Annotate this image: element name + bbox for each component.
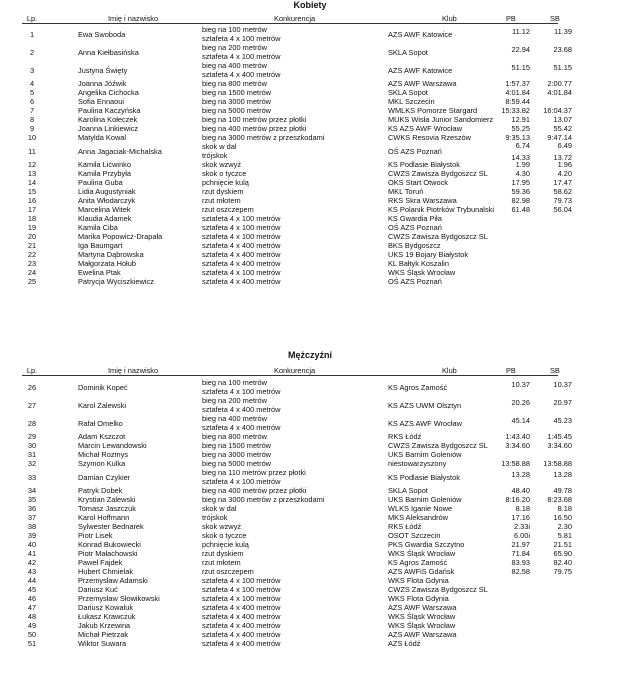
event-name: bieg na 5000 metrów xyxy=(202,459,272,468)
club-name: AZS AWF Warszawa xyxy=(388,603,457,612)
club-name: WKS Śląsk Wrocław xyxy=(388,268,456,277)
sb-value: 23.68 xyxy=(553,45,572,54)
header-event: Konkurencja xyxy=(274,14,316,23)
athlete-name: Wiktor Suwara xyxy=(78,639,127,648)
pb-value: 3:34.60 xyxy=(505,441,530,450)
pb-value: 55.25 xyxy=(511,124,530,133)
athlete-name: Kamila Ciba xyxy=(78,223,118,232)
pb-value: 22.94 xyxy=(511,45,530,54)
men-title: Mężczyźni xyxy=(287,350,332,360)
event-name: sztafeta 4 x 400 metrów xyxy=(202,423,281,432)
header-club: Klub xyxy=(442,14,457,23)
club-name: AZS AWF Katowice xyxy=(388,29,453,39)
pb-value: 48.40 xyxy=(511,486,530,495)
club-name: AZS AWF Warszawa xyxy=(388,79,457,88)
row-lp: 24 xyxy=(27,268,37,277)
athlete-name: Klaudia Adamek xyxy=(78,214,132,223)
event-name: skok o tyczce xyxy=(202,169,247,178)
pb-value: 11.12 xyxy=(512,27,530,36)
club-name: KS Podlasie Białystok xyxy=(388,160,460,169)
sb-value: 21.51 xyxy=(553,540,572,549)
club-name: KS AZS UWM Olsztyn xyxy=(388,400,462,410)
sb-value: 4.20 xyxy=(557,169,572,178)
row-lp: 11 xyxy=(28,146,36,156)
club-name: WKS Śląsk Wrocław xyxy=(388,621,456,630)
row-lp: 6 xyxy=(29,97,35,106)
row-lp: 1 xyxy=(29,29,35,39)
event-name: bieg na 100 metrów przez płotki xyxy=(202,115,307,124)
club-name: OŚ AZS Poznań xyxy=(388,146,442,156)
sb-value: 9:47.14 xyxy=(547,133,572,142)
athlete-name: Kamila Przybyła xyxy=(78,169,131,178)
row-lp: 20 xyxy=(27,232,37,241)
row-lp: 42 xyxy=(27,558,37,567)
club-name: AZS Łódź xyxy=(388,639,421,648)
sb-value: 13.72 xyxy=(553,153,572,162)
athlete-name: Justyna Święty xyxy=(78,65,128,75)
sb-value: 45.23 xyxy=(553,416,572,425)
club-name: UKS Barnim Goleniów xyxy=(388,495,462,504)
club-name: UKS Barnim Goleniów xyxy=(388,450,462,459)
row-lp: 43 xyxy=(27,567,37,576)
event-name: bieg na 5000 metrów xyxy=(202,106,272,115)
header-sb: SB xyxy=(550,366,560,375)
athlete-name: Jakub Krzewina xyxy=(78,621,131,630)
club-name: BKS Bydgoszcz xyxy=(388,241,441,250)
pb-value: 13.28 xyxy=(511,470,530,479)
women-header-line xyxy=(22,23,558,24)
sb-value: 16:04.37 xyxy=(543,106,572,115)
athlete-name: Piotr Lisek xyxy=(78,531,113,540)
athlete-name: Joanna Jóźwik xyxy=(78,79,127,88)
athlete-name: Konrad Bukowiecki xyxy=(78,540,141,549)
row-lp: 34 xyxy=(27,486,37,495)
sb-value: 3:34.60 xyxy=(547,441,572,450)
club-name: MUKS Wisła Junior Sandomierz xyxy=(388,115,494,124)
row-lp: 7 xyxy=(29,106,35,115)
event-name: bieg na 400 metrów przez płotki xyxy=(202,124,307,133)
row-lp: 21 xyxy=(27,241,37,250)
event-name: sztafeta 4 x 400 metrów xyxy=(202,639,281,648)
event-name: trójskok xyxy=(202,513,228,522)
event-name: skok wzwyż xyxy=(202,160,242,169)
event-name: bieg na 200 metrów xyxy=(202,396,267,405)
event-name: rzut oszczepem xyxy=(202,205,254,214)
event-name: skok wzwyż xyxy=(202,522,242,531)
row-lp: 12 xyxy=(27,160,37,169)
club-name: niestowarzyszony xyxy=(388,459,447,468)
athlete-name: Marcelina Witek xyxy=(78,205,131,214)
club-name: AZS AWF Warszawa xyxy=(388,630,457,639)
athlete-name: Hubert Chmielak xyxy=(78,567,134,576)
pb-value: 61.48 xyxy=(511,205,530,214)
sb-value: 8.18 xyxy=(557,504,572,513)
sb-value: 17.47 xyxy=(553,178,572,187)
athlete-name: Matylda Kowal xyxy=(78,133,127,142)
athlete-name: Adam Kszczot xyxy=(78,432,126,441)
club-name: KS AZS AWF Wrocław xyxy=(388,418,462,428)
event-name: bieg na 400 metrów xyxy=(202,61,267,70)
athlete-name: Przemysław Słowikowski xyxy=(78,594,160,603)
athlete-name: Patrycja Wyciszkiewicz xyxy=(78,277,154,286)
pb-value: 6.00i xyxy=(513,531,530,540)
pb-value: 4:01.84 xyxy=(505,88,530,97)
row-lp: 37 xyxy=(27,513,37,522)
event-name: bieg na 3000 metrów xyxy=(202,97,272,106)
event-name: pchnięcie kulą xyxy=(202,178,249,187)
event-name: sztafeta 4 x 400 metrów xyxy=(202,603,281,612)
event-name: sztafeta 4 x 100 metrów xyxy=(202,52,281,61)
event-name: sztafeta 4 x 100 metrów xyxy=(202,594,281,603)
event-name: bieg na 100 metrów xyxy=(202,25,267,34)
athlete-name: Krystian Zalewski xyxy=(78,495,136,504)
club-name: WKS Flota Gdynia xyxy=(388,594,449,603)
club-name: RKS Skra Warszawa xyxy=(388,196,457,205)
event-name: rzut młotem xyxy=(202,558,241,567)
pb-value: 13:58.88 xyxy=(501,459,530,468)
event-name: pchnięcie kulą xyxy=(202,540,249,549)
event-name: trójskok xyxy=(202,151,228,160)
header-name: Imię i nazwisko xyxy=(108,366,159,375)
club-name: WLKS Iganie Nowe xyxy=(388,504,453,513)
sb-value: 13.28 xyxy=(553,470,572,479)
athlete-name: Iga Baumgart xyxy=(78,241,123,250)
athlete-name: Piotr Małachowski xyxy=(78,549,138,558)
row-lp: 25 xyxy=(27,277,37,286)
club-name: WMLKS Pomorze Stargard xyxy=(388,106,478,115)
pb-value: 8.18 xyxy=(515,504,530,513)
event-name: sztafeta 4 x 400 metrów xyxy=(202,277,281,286)
sb-value: 13:58.88 xyxy=(543,459,572,468)
pb-value: 82.58 xyxy=(511,567,530,576)
row-lp: 47 xyxy=(27,603,37,612)
sb-value: 10.37 xyxy=(553,380,572,389)
club-name: SKLA Sopot xyxy=(388,47,428,57)
row-lp: 39 xyxy=(27,531,37,540)
sb-value: 79.75 xyxy=(553,567,572,576)
row-lp: 35 xyxy=(27,495,37,504)
club-name: KS Agros Zamość xyxy=(388,558,448,567)
event-name: rzut oszczepem xyxy=(202,567,254,576)
row-lp: 19 xyxy=(27,223,37,232)
row-lp: 30 xyxy=(27,441,37,450)
club-name: KL Bałtyk Koszalin xyxy=(388,259,449,268)
club-name: KS Podlasie Białystok xyxy=(388,472,460,482)
event-name: bieg na 200 metrów xyxy=(202,43,267,52)
sb-value: 49.78 xyxy=(553,486,572,495)
header-event: Konkurencja xyxy=(274,366,316,375)
sb-value: 2:00.77 xyxy=(547,79,572,88)
header-pb: PB xyxy=(506,14,516,23)
pb-value: 83.93 xyxy=(511,558,530,567)
athlete-name: Ewelina Ptak xyxy=(78,268,121,277)
athlete-name: Michał Rozmys xyxy=(78,450,129,459)
row-lp: 26 xyxy=(27,382,37,392)
athlete-name: Kamila Lićwinko xyxy=(78,160,131,169)
row-lp: 45 xyxy=(27,585,37,594)
row-lp: 9 xyxy=(29,124,35,133)
club-name: MKS Aleksandrów xyxy=(388,513,448,522)
pb-value: 14.33 xyxy=(511,153,530,162)
header-club: Klub xyxy=(442,366,457,375)
row-lp: 29 xyxy=(27,432,37,441)
row-lp: 38 xyxy=(27,522,37,531)
pb-value: 1:57.37 xyxy=(505,79,530,88)
sb-value: 82.40 xyxy=(553,558,572,567)
row-lp: 44 xyxy=(27,576,37,585)
club-name: CWZS Zawisza Bydgoszcz SL xyxy=(388,169,488,178)
pb-value: 20.26 xyxy=(511,398,530,407)
event-name: sztafeta 4 x 400 metrów xyxy=(202,621,281,630)
row-lp: 31 xyxy=(27,450,37,459)
row-lp: 2 xyxy=(29,47,35,57)
header-sb: SB xyxy=(550,14,560,23)
athlete-name: Anna Jagaciak-Michalska xyxy=(78,146,162,156)
event-name: bieg na 3000 metrów z przeszkodami xyxy=(202,133,325,142)
row-lp: 46 xyxy=(27,594,37,603)
pb-value: 4.30 xyxy=(515,169,530,178)
club-name: UKS 19 Bojary Białystok xyxy=(388,250,469,259)
club-name: KS Agros Zamość xyxy=(388,382,448,392)
row-lp: 15 xyxy=(27,187,37,196)
event-name: sztafeta 4 x 100 metrów xyxy=(202,232,281,241)
club-name: OKS Start Otwock xyxy=(388,178,448,187)
athlete-name: Karolina Kołeczek xyxy=(78,115,138,124)
event-name: bieg na 1500 metrów xyxy=(202,441,272,450)
event-name: skok o tyczce xyxy=(202,531,247,540)
event-name: skok w dal xyxy=(202,504,237,513)
event-name: sztafeta 4 x 100 metrów xyxy=(202,387,281,396)
row-lp: 36 xyxy=(27,504,37,513)
event-name: sztafeta 4 x 400 metrów xyxy=(202,630,281,639)
club-name: MKL Toruń xyxy=(388,187,424,196)
row-lp: 5 xyxy=(29,88,35,97)
event-name: bieg na 400 metrów xyxy=(202,414,267,423)
club-name: AZS AWF Katowice xyxy=(388,65,453,75)
row-lp: 10 xyxy=(27,133,37,142)
event-name: sztafeta 4 x 400 metrów xyxy=(202,612,281,621)
pb-value: 9:35.13 xyxy=(505,133,530,142)
event-name: bieg na 3000 metrów z przeszkodami xyxy=(202,495,325,504)
row-lp: 3 xyxy=(29,65,35,75)
club-name: KS AZS AWF Wrocław xyxy=(388,124,462,133)
club-name: PKS Gwardia Szczytno xyxy=(388,540,465,549)
sb-value: 20.97 xyxy=(553,398,572,407)
row-lp: 33 xyxy=(27,472,37,482)
club-name: OSOT Szczecin xyxy=(388,531,441,540)
athlete-name: Dariusz Kuć xyxy=(78,585,118,594)
athlete-name: Paulina Kaczyńska xyxy=(78,106,141,115)
row-lp: 14 xyxy=(27,178,37,187)
pb-value: 10.37 xyxy=(511,380,530,389)
pb-value: 8:59.44 xyxy=(505,97,530,106)
row-lp: 4 xyxy=(29,79,35,88)
event-name: sztafeta 4 x 400 metrów xyxy=(202,250,281,259)
women-title: Kobiety xyxy=(293,0,327,10)
club-name: RKS Łódź xyxy=(388,522,422,531)
event-name: rzut dyskiem xyxy=(202,187,244,196)
club-name: OŚ AZS Poznań xyxy=(388,277,442,286)
athlete-name: Marcin Lewandowski xyxy=(78,441,147,450)
athlete-name: Marika Popowicz-Drapała xyxy=(78,232,163,241)
club-name: OŚ AZS Poznań xyxy=(388,223,442,232)
athlete-name: Joanna Linkiewicz xyxy=(78,124,138,133)
pb-value: 1:43.40 xyxy=(505,432,530,441)
athlete-name: Sofia Ennaoui xyxy=(78,97,125,106)
row-lp: 40 xyxy=(27,540,37,549)
athlete-name: Paweł Fajdek xyxy=(78,558,123,567)
pb-value: 15:33.82 xyxy=(501,106,530,115)
sb-value: 1:45.45 xyxy=(547,432,572,441)
pb-value: 82.98 xyxy=(511,196,530,205)
club-name: WKS Śląsk Wrocław xyxy=(388,549,456,558)
pb-value: 51.15 xyxy=(511,63,530,72)
event-name: sztafeta 4 x 100 metrów xyxy=(202,268,281,277)
event-name: bieg na 800 metrów xyxy=(202,432,267,441)
row-lp: 49 xyxy=(27,621,37,630)
header-pb: PB xyxy=(506,366,516,375)
athlete-name: Małgorzata Hołub xyxy=(78,259,136,268)
club-name: CWZS Zawisza Bydgoszcz SL xyxy=(388,585,488,594)
event-name: sztafeta 4 x 400 metrów xyxy=(202,259,281,268)
club-name: KS Polanik Piotrków Trybunalski xyxy=(388,205,494,214)
event-name: rzut młotem xyxy=(202,196,241,205)
club-name: SKLA Sopot xyxy=(388,88,428,97)
pb-value: 6.74 xyxy=(515,141,530,150)
athlete-name: Dariusz Kowaluk xyxy=(78,603,134,612)
athlete-name: Michał Pietrzak xyxy=(78,630,129,639)
header-name: Imię i nazwisko xyxy=(108,14,159,23)
athlete-name: Sylwester Bednarek xyxy=(78,522,144,531)
pb-value: 17.95 xyxy=(511,178,530,187)
sb-value: 6.49 xyxy=(557,141,572,150)
sb-value: 1.96 xyxy=(557,160,572,169)
sb-value: 13.07 xyxy=(553,115,572,124)
event-name: skok w dal xyxy=(202,142,237,151)
sb-value: 8:23.68 xyxy=(547,495,572,504)
row-lp: 17 xyxy=(27,205,37,214)
athlete-name: Angelika Cichocka xyxy=(78,88,139,97)
event-name: sztafeta 4 x 100 metrów xyxy=(202,477,281,486)
sb-value: 55.42 xyxy=(553,124,572,133)
sb-value: 5.81 xyxy=(557,531,572,540)
header-lp: Lp. xyxy=(26,366,38,375)
club-name: CWZS Zawisza Bydgoszcz SL xyxy=(388,232,488,241)
athlete-name: Karol Zalewski xyxy=(78,400,127,410)
row-lp: 28 xyxy=(27,418,37,428)
header-lp: Lp. xyxy=(26,14,38,23)
event-name: bieg na 1500 metrów xyxy=(202,88,272,97)
row-lp: 23 xyxy=(27,259,37,268)
athlete-name: Anita Włodarczyk xyxy=(78,196,136,205)
event-name: sztafeta 4 x 400 metrów xyxy=(202,70,281,79)
sb-value: 51.15 xyxy=(553,63,572,72)
pb-value: 17.16 xyxy=(511,513,530,522)
sb-value: 65.90 xyxy=(553,549,572,558)
event-name: bieg na 400 metrów przez płotki xyxy=(202,486,307,495)
sb-value: 4:01.84 xyxy=(547,88,572,97)
row-lp: 27 xyxy=(27,400,37,410)
row-lp: 48 xyxy=(27,612,37,621)
event-name: sztafeta 4 x 100 metrów xyxy=(202,214,281,223)
sb-value: 2.30 xyxy=(557,522,572,531)
event-name: sztafeta 4 x 100 metrów xyxy=(202,576,281,585)
row-lp: 50 xyxy=(27,630,37,639)
athlete-name: Karol Hoffmann xyxy=(78,513,130,522)
row-lp: 22 xyxy=(27,250,37,259)
row-lp: 18 xyxy=(27,214,37,223)
row-lp: 32 xyxy=(27,459,37,468)
row-lp: 13 xyxy=(27,169,37,178)
athlete-name: Szymon Kulka xyxy=(78,459,126,468)
event-name: bieg na 100 metrów xyxy=(202,378,267,387)
event-name: sztafeta 4 x 100 metrów xyxy=(202,585,281,594)
club-name: WKS Śląsk Wrocław xyxy=(388,612,456,621)
athlete-name: Martyna Dąbrowska xyxy=(78,250,144,259)
sb-value: 58.62 xyxy=(553,187,572,196)
row-lp: 51 xyxy=(27,639,37,648)
event-name: sztafeta 4 x 400 metrów xyxy=(202,405,281,414)
athlete-name: Damian Czykier xyxy=(78,472,131,482)
sb-value: 79.73 xyxy=(553,196,572,205)
row-lp: 16 xyxy=(27,196,37,205)
sb-value: 16.50 xyxy=(553,513,572,522)
pb-value: 45.14 xyxy=(511,416,530,425)
event-name: sztafeta 4 x 400 metrów xyxy=(202,241,281,250)
event-name: rzut dyskiem xyxy=(202,549,244,558)
club-name: WKS Flota Gdynia xyxy=(388,576,449,585)
athlete-name: Anna Kiełbasińska xyxy=(78,47,139,57)
club-name: KS Gwardia Piła xyxy=(388,214,442,223)
event-name: sztafeta 4 x 100 metrów xyxy=(202,223,281,232)
club-name: CWZS Zawisza Bydgoszcz SL xyxy=(388,441,488,450)
athlete-name: Przemysław Adamski xyxy=(78,576,148,585)
athlete-name: Rafał Omelko xyxy=(78,418,123,428)
pb-value: 1.99 xyxy=(515,160,530,169)
pb-value: 71.84 xyxy=(511,549,530,558)
athlete-name: Ewa Swoboda xyxy=(78,29,126,39)
club-name: SKLA Sopot xyxy=(388,486,428,495)
athlete-name: Patryk Dobek xyxy=(78,486,123,495)
pb-value: 2.33i xyxy=(513,522,530,531)
athlete-name: Lidia Augustyniak xyxy=(78,187,136,196)
sb-value: 11.39 xyxy=(554,27,572,36)
pb-value: 21.97 xyxy=(511,540,530,549)
event-name: sztafeta 4 x 100 metrów xyxy=(202,34,281,43)
club-name: AZS AWFiS Gdańsk xyxy=(388,567,455,576)
men-header-line xyxy=(22,375,558,376)
row-lp: 41 xyxy=(27,549,37,558)
athlete-name: Łukasz Krawczuk xyxy=(78,612,136,621)
event-name: bieg na 110 metrów przez płotki xyxy=(202,468,306,477)
club-name: CWKS Resovia Rzeszów xyxy=(388,133,471,142)
sb-value: 56.04 xyxy=(553,205,572,214)
athlete-name: Dominik Kopeć xyxy=(78,382,128,392)
event-name: bieg na 800 metrów xyxy=(202,79,267,88)
club-name: MKL Szczecin xyxy=(388,97,435,106)
club-name: RKS Łódź xyxy=(388,432,422,441)
event-name: bieg na 3000 metrów xyxy=(202,450,272,459)
pb-value: 12.91 xyxy=(511,115,530,124)
row-lp: 8 xyxy=(29,115,35,124)
pb-value: 59.36 xyxy=(511,187,530,196)
athlete-name: Paulina Guba xyxy=(78,178,123,187)
athlete-name: Tomasz Jaszczuk xyxy=(78,504,136,513)
pb-value: 8:16.20 xyxy=(505,495,530,504)
